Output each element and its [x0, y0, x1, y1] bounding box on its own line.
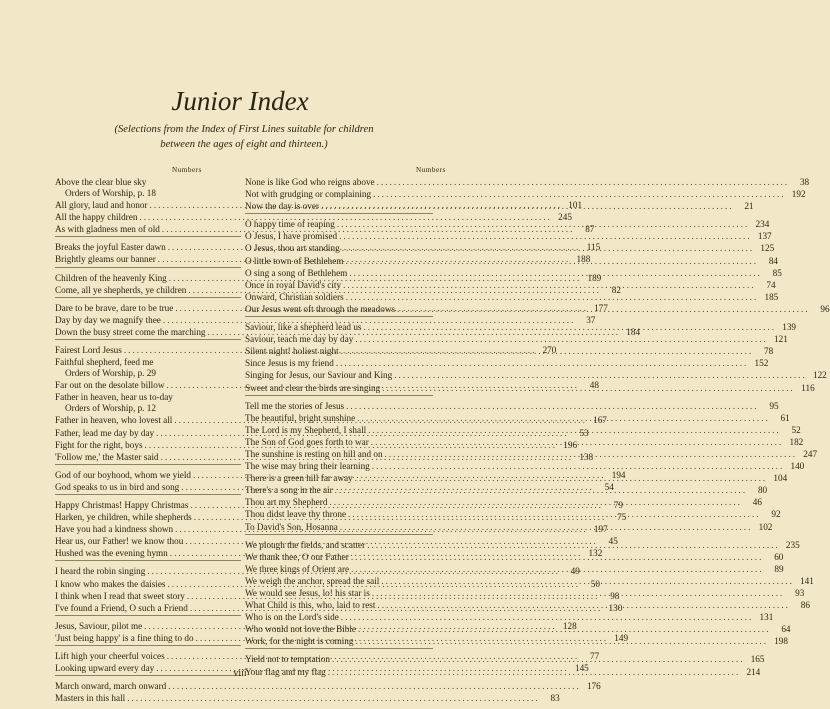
entry-title: As with gladness men of old	[55, 224, 160, 235]
dot-leader	[395, 303, 812, 315]
dot-leader	[333, 484, 750, 496]
entry-number: 247	[803, 448, 818, 459]
dot-leader	[337, 230, 754, 242]
entry-number: 125	[760, 243, 775, 254]
entry-title: I know who makes the daisies	[55, 578, 166, 589]
entry-number: 52	[791, 424, 801, 435]
entry-title: There is a green hill far away	[245, 473, 353, 484]
entry-number: 132	[588, 548, 603, 559]
entry-title: Harken, ye children, while shepherds	[55, 512, 192, 523]
entry-number: 93	[795, 588, 805, 598]
entry-number: 83	[550, 693, 560, 704]
entry-title: Children of the heavenly King	[55, 272, 167, 283]
entry-title: Happy Christmas! Happy Christmas	[55, 499, 189, 510]
entry-title: I've found a Friend, O such a Friend	[55, 602, 188, 613]
entry-title: Faithful shepherd, feed me	[55, 357, 154, 368]
entry-title: Come, all ye shepherds, ye children	[55, 284, 187, 295]
dot-leader	[370, 460, 787, 472]
dot-leader	[330, 653, 747, 665]
entry-number: 149	[614, 632, 629, 643]
entry-number: 95	[769, 400, 779, 411]
dot-leader	[369, 436, 786, 448]
entry-title: Yield not to temptation	[245, 654, 330, 665]
entry-number: 176	[586, 681, 601, 692]
index-entry	[245, 400, 779, 412]
entry-title: The beautiful, bright sunshine	[245, 412, 356, 423]
numbers-column-header-left: Numbers	[172, 166, 202, 174]
entry-number: 185	[764, 291, 779, 302]
dot-leader	[319, 200, 736, 212]
entry-number: 74	[766, 279, 776, 290]
entry-title: Breaks the joyful Easter dawn	[55, 242, 166, 253]
entry-number: 104	[773, 473, 788, 484]
entry-number: 214	[746, 666, 761, 677]
index-entry	[55, 680, 601, 692]
entry-number: 141	[800, 575, 814, 586]
entry-number: 137	[757, 231, 772, 242]
dot-leader	[346, 508, 763, 520]
entry-reference: Orders of Worship, p. 12	[65, 403, 156, 414]
entry-title: O happy time of reaping	[245, 219, 335, 230]
entry-title: March onward, march onward	[55, 681, 167, 692]
dot-leader	[344, 400, 761, 412]
entry-number: 96	[820, 303, 830, 314]
dot-leader	[370, 587, 787, 599]
entry-title: I heard the robin singing	[55, 566, 146, 577]
entry-title: O sing a song of Bethlehem	[245, 267, 348, 278]
entry-number: 128	[562, 620, 577, 631]
entry-number: 46	[752, 497, 762, 508]
entry-title: Dare to be brave, dare to be true	[55, 302, 174, 313]
entry-title: The Lord is my Shepherd, I shall	[245, 424, 367, 435]
entry-title: All glory, laud and honor	[55, 200, 148, 211]
entry-number: 38	[799, 177, 810, 187]
entry-title: Father, lead me day by day	[55, 427, 155, 438]
entry-title: We three kings of Orient are	[245, 563, 350, 574]
entry-title: We weigh the anchor, spread the sail	[245, 575, 380, 586]
dot-leader	[366, 424, 783, 436]
entry-title: Our Jesus went oft through the meadows	[245, 303, 396, 314]
entry-number: 184	[626, 326, 641, 337]
dot-leader	[341, 279, 758, 291]
entry-number: 61	[780, 412, 790, 423]
entry-number: 64	[781, 624, 791, 635]
entry-title: Father in heaven, hear us to-day	[55, 392, 173, 403]
entry-title: There's a song in the air	[245, 485, 333, 496]
entry-title: We would see Jesus, lo! his star is	[245, 588, 370, 598]
index-entry	[245, 230, 772, 242]
entry-title: God speaks to us in bird and song	[55, 481, 180, 492]
entry-number: 101	[568, 200, 583, 211]
entry-title: 'Follow me,' the Master said	[55, 451, 159, 462]
entry-number: 152	[754, 358, 769, 369]
entry-number: 194	[611, 469, 626, 480]
dot-leader	[375, 176, 792, 188]
entry-title: Masters in this hall	[55, 693, 126, 704]
index-entry	[245, 188, 806, 200]
entry-number: 138	[579, 451, 594, 462]
index-entry	[55, 314, 596, 326]
index-entry	[245, 176, 810, 188]
entry-title: Silent night! holiest night	[245, 346, 339, 357]
entry-number: 235	[785, 539, 800, 550]
entry-title: Who would not love the Bible	[245, 624, 356, 635]
entry-number: 87	[585, 224, 595, 235]
entry-title: Saviour, like a shepherd lead us	[245, 322, 362, 333]
entry-title: God of our boyhood, whom we yield	[55, 469, 192, 480]
entry-title: The wise may bring their learning	[245, 461, 370, 472]
entry-title: Sweet and clear the birds are singing	[245, 382, 381, 393]
entry-title: Lift high your cheerful voices	[55, 651, 165, 661]
entry-number: 86	[800, 600, 810, 611]
dot-leader	[355, 412, 772, 424]
dot-leader	[353, 472, 770, 484]
entry-number: 140	[790, 461, 805, 472]
dot-leader	[344, 255, 761, 267]
dot-leader	[335, 218, 752, 230]
entry-title: Not with grudging or complaining	[245, 189, 372, 200]
entry-title: I think when I read that sweet story	[55, 590, 185, 601]
index-entry	[245, 611, 774, 623]
entry-number: 98	[610, 590, 620, 601]
entry-number: 79	[613, 499, 623, 510]
page-title: Junior Index	[171, 86, 309, 116]
entry-title: Have you had a kindness shown	[55, 524, 174, 535]
entry-title: The Son of God goes forth to war	[245, 436, 369, 447]
entry-title: 'Just being happy' is a fine thing to do	[55, 632, 194, 643]
entry-number: 60	[774, 551, 784, 562]
dot-leader	[383, 448, 800, 460]
entry-title: Hear us, our Father! we know thou	[55, 536, 184, 547]
entry-title: Onward, Christian soldiers	[245, 291, 344, 302]
entry-number: 189	[587, 272, 602, 283]
dot-leader	[339, 611, 756, 623]
entry-title: Thou didst leave thy throne	[245, 509, 347, 520]
entry-title: Tell me the stories of Jesus	[245, 400, 345, 411]
index-entry	[55, 391, 241, 403]
entry-title: Work, for the night is coming	[245, 636, 354, 647]
entry-title: Down the busy street come the marching	[55, 326, 206, 337]
entry-number: 45	[608, 536, 618, 547]
entry-number: 75	[617, 512, 627, 523]
entry-title: Far out on the desolate billow	[55, 380, 165, 391]
entry-reference: Orders of Worship, p. 29	[65, 368, 156, 379]
entry-number: 192	[791, 189, 806, 200]
entry-title: O little town of Bethlehem	[245, 255, 344, 266]
dot-leader	[339, 345, 756, 357]
entry-number: 37	[586, 314, 596, 325]
dot-leader	[349, 563, 766, 575]
entry-number: 102	[758, 521, 773, 532]
entry-number: 122	[812, 370, 827, 381]
entry-title: Singing for Jesus, our Saviour and King	[245, 370, 393, 381]
entry-number: 198	[774, 636, 788, 647]
entry-number: 165	[750, 654, 765, 665]
dot-leader	[347, 267, 764, 279]
entry-title: Fairest Lord Jesus	[55, 345, 122, 356]
entry-number: 130	[608, 602, 623, 613]
entry-number: 197	[593, 524, 608, 535]
entry-number: 48	[589, 380, 599, 391]
entry-number: 92	[771, 509, 781, 520]
entry-number: 89	[774, 563, 784, 574]
entry-title: Once in royal David's city	[245, 279, 342, 290]
entry-title: What Child is this, who, laid to rest	[245, 600, 376, 611]
entry-number: 21	[744, 201, 754, 212]
entry-number: 78	[763, 346, 774, 357]
dot-leader	[365, 539, 782, 551]
dot-leader	[353, 333, 770, 345]
entry-number: 167	[593, 415, 607, 426]
entry-title: Since Jesus is my friend	[245, 358, 334, 369]
entry-number: 145	[574, 663, 589, 674]
entry-number: 196	[563, 439, 578, 450]
dot-leader	[125, 692, 542, 704]
dot-leader	[371, 188, 788, 200]
index-entry	[245, 333, 788, 345]
subtitle: (Selections from the Index of First Lines suitable for children between the ages of eight and thirteen.)	[114, 124, 374, 150]
entry-number: 116	[801, 382, 815, 393]
index-group	[55, 680, 601, 705]
entry-number: 270	[542, 345, 557, 356]
entry-title: Day by day we magnify thee	[55, 314, 161, 325]
entry-number: 49	[570, 566, 580, 577]
entry-number: 115	[586, 242, 601, 253]
entry-reference: Orders of Worship, p. 18	[65, 188, 156, 199]
entry-title: Now the day is over	[245, 201, 319, 212]
entry-number: 139	[782, 322, 796, 333]
dot-leader	[356, 623, 773, 635]
entry-title: All the happy children	[55, 212, 138, 223]
dot-leader	[327, 496, 744, 508]
entry-number: 50	[590, 578, 600, 589]
index-entry	[55, 211, 572, 223]
entry-number: 54	[604, 481, 614, 492]
page-number: viii	[233, 668, 247, 679]
dot-leader	[379, 575, 796, 587]
index-entry	[245, 460, 805, 472]
entry-number: 77	[590, 651, 600, 661]
entry-number: 53	[579, 427, 589, 438]
entry-title: None is like God who reigns above	[245, 177, 375, 187]
dot-leader	[344, 291, 761, 303]
entry-number: 234	[755, 219, 770, 230]
index-entry	[245, 357, 769, 369]
entry-number: 131	[759, 612, 774, 623]
dot-leader	[375, 599, 792, 611]
entry-title: Who is on the Lord's side	[245, 612, 339, 623]
index-entry	[55, 176, 241, 188]
entry-number: 245	[558, 212, 572, 223]
entry-number: 80	[757, 485, 768, 496]
entry-title: Thou art my Shepherd	[245, 497, 328, 508]
entry-title: Your flag and my flag	[245, 666, 326, 677]
entry-number: 85	[772, 267, 782, 278]
index-entry	[55, 692, 560, 704]
entry-title: Fight for the right, boys	[55, 439, 143, 450]
dot-leader	[362, 321, 779, 333]
entry-title: We plough the fields, and scatter	[245, 539, 366, 550]
dot-leader	[340, 242, 757, 254]
entry-title: To David's Son, Hosanna	[245, 521, 338, 532]
dot-leader	[392, 369, 809, 381]
entry-title: The sunshine is resting on hill and on	[245, 448, 383, 459]
entry-number: 182	[789, 436, 804, 447]
dot-leader	[349, 551, 766, 563]
entry-title: Looking upward every day	[55, 663, 155, 674]
entry-title: Jesus, Saviour, pilot me	[55, 620, 143, 631]
index-entry	[55, 356, 241, 368]
entry-number: 82	[611, 284, 621, 295]
entry-title: Saviour, teach me day by day	[245, 334, 354, 345]
dot-leader	[334, 357, 751, 369]
entry-title: O Jesus, thou art standing	[245, 243, 340, 254]
dot-leader	[380, 382, 797, 394]
entry-title: Hushed was the evening hymn	[55, 548, 168, 559]
entry-number: 177	[594, 302, 608, 313]
entry-title: O Jesus, I have promised	[245, 231, 338, 242]
entry-title: Father in heaven, who lovest all	[55, 415, 173, 426]
entry-title: Above the clear blue sky	[55, 177, 147, 187]
dot-leader	[353, 635, 770, 647]
numbers-column-header-right: Numbers	[416, 166, 446, 174]
index-entry	[245, 291, 779, 303]
entry-number: 188	[576, 254, 591, 265]
index-entry	[245, 369, 827, 381]
entry-number: 121	[774, 334, 788, 345]
entry-title: We thank thee, O our Father	[245, 551, 349, 562]
dot-leader	[338, 521, 755, 533]
entry-title: Brightly gleams our banner	[55, 254, 156, 265]
entry-number: 84	[768, 255, 778, 266]
